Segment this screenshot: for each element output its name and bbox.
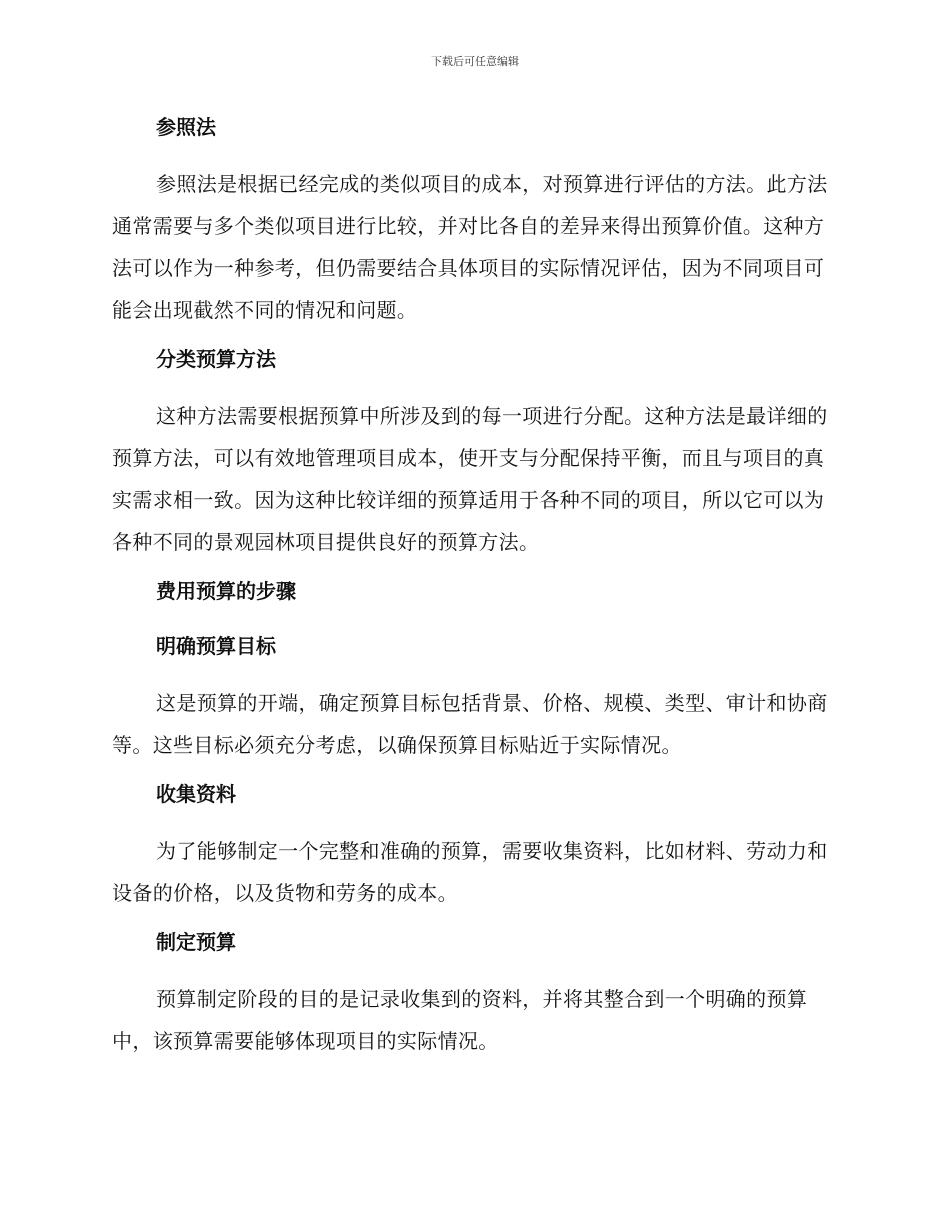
section-heading-budget-steps: 费用预算的步骤: [156, 579, 296, 603]
document-body: [112, 109, 830, 1062]
section-heading-classified-budget: 分类预算方法: [156, 347, 276, 371]
section-paragraph-make-budget: 预算制定阶段的目的是记录收集到的资料，并将其整合到一个明确的预算中，该预算需要能够体现项目的实际情况。: [112, 987, 808, 1053]
section-paragraph-define-goals: 这是预算的开端，确定预算目标包括背景、价格、规模、类型、审计和协商等。这些目标必须充分考虑，以确保预算目标贴近于实际情况。: [112, 691, 828, 757]
section-paragraph-reference-method: 参照法是根据已经完成的类似项目的成本，对预算进行评估的方法。此方法通常需要与多个类似项目进行比较，并对比各自的差异来得出预算价值。这种方法可以作为一种参考，但仍需要结合具体项目的实际情况评估，因为不同项目可能会出现截然不同的情况和问题。: [112, 172, 828, 322]
section-heading-collect-data: 收集资料: [156, 782, 236, 806]
section-heading-reference-method: 参照法: [156, 115, 216, 139]
page-header: 下载后可任意编辑: [431, 55, 519, 68]
section-paragraph-collect-data: 为了能够制定一个完整和准确的预算，需要收集资料，比如材料、劳动力和设备的价格，以及货物和劳务的成本。: [112, 839, 828, 905]
section-heading-make-budget: 制定预算: [156, 930, 236, 954]
section-paragraph-classified-budget: 这种方法需要根据预算中所涉及到的每一项进行分配。这种方法是最详细的预算方法，可以有效地管理项目成本，使开支与分配保持平衡，而且与项目的真实需求相一致。因为这种比较详细的预算适用于各种不同的项目，所以它可以为各种不同的景观园林项目提供良好的预算方法。: [112, 404, 828, 554]
section-heading-define-goals: 明确预算目标: [156, 634, 276, 658]
